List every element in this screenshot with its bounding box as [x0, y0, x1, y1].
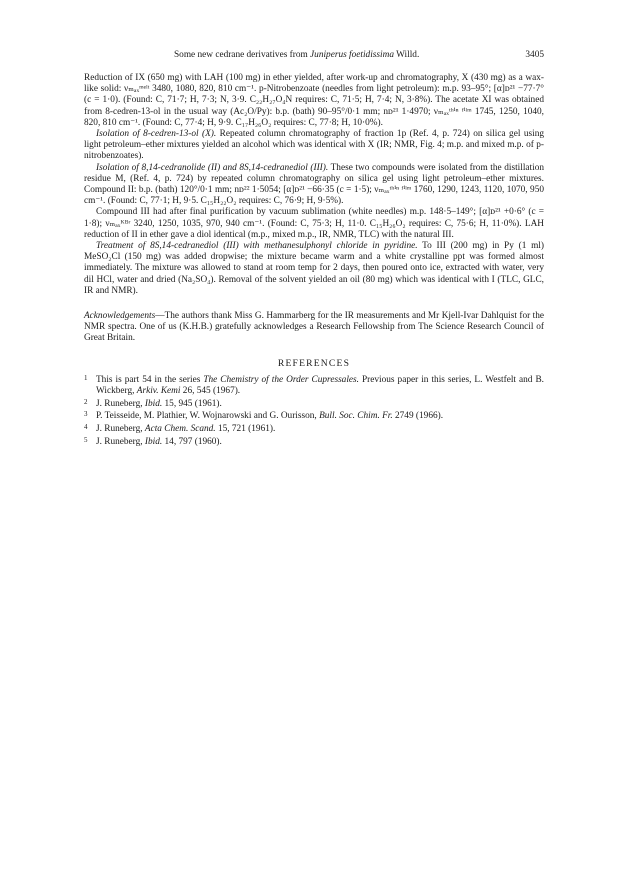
reference-italic: Ibid.: [144, 398, 163, 409]
paragraph-text: Repeated column chromatography of fraction 1p (Ref. 4, p. 724) on silica gel using light petroleum–ether mixtures yielded an alcohol which was identical with X (IR; NMR, Fig. 4; m.p. and mixed m.p. of p-nitrobenzoates).: [84, 129, 545, 162]
section-run-in-heading: Isolation of 8,14-cedranolide (II) and 8S,14-cedranediol (III).: [96, 162, 329, 173]
reference-item: [84, 424, 544, 435]
reference-text: J. Runeberg,: [96, 436, 145, 447]
reference-text: Previous paper in this series, L. Westfelt and B. Wickberg,: [96, 374, 544, 397]
references-heading: REFERENCES: [277, 357, 351, 369]
reference-item: [84, 411, 544, 422]
treatment-paragraph: [84, 241, 544, 297]
reference-item: [84, 375, 544, 397]
acknowledgements: [84, 311, 544, 345]
reference-italic: Arkiv. Kemi: [136, 386, 181, 397]
reference-text: 14, 797 (1960).: [162, 436, 222, 447]
reference-item: [84, 437, 544, 448]
reference-number: 1: [84, 373, 88, 382]
compound-iii-paragraph: Compound III had after final purification by vacuum sublimation (white needles) m.p. 148·5–149°; [α]ᴅ²¹ +0·6° (c = 1·8); νₘₐₓᴷᴮʳ 3240, 1250, 1035, 970, 940 cm⁻¹. (Found: C, 75·3; H, 11·0. C₁₅H₂₆O₂ requires: C, 75·6; H, 11·0%). LAH reduction of II in ether gave a diol identical (m.p., mixed m.p., IR, NMR, TLC) with the natural III.: [84, 207, 544, 240]
reference-italic: Ibid.: [144, 436, 163, 447]
isolation-cedrenol-paragraph: [84, 129, 544, 163]
reference-italic: Bull. Soc. Chim. Fr.: [319, 411, 393, 422]
reference-number: 4: [84, 423, 88, 432]
reference-item: [84, 399, 544, 410]
section-run-in-heading: Isolation of 8-cedren-13-ol (X).: [96, 129, 217, 140]
acknowledgements-text: —The authors thank Miss G. Hammarberg for the IR measurements and Mr Kjell-Ivar Dahlquist for the NMR spectra. One of us (K.H.B.) gratefully acknowledges a Research Fellowship from The Science Research Council of Great Britain.: [84, 311, 544, 344]
reference-text: 15, 721 (1961).: [215, 424, 276, 435]
references-list: [84, 375, 544, 448]
reference-text: This is part 54 in the series: [96, 374, 204, 385]
reference-number: 2: [84, 397, 88, 406]
page-number: 3405: [525, 50, 544, 60]
reference-text: 2749 (1966).: [392, 411, 444, 422]
paragraph-text: To III (200 mg) in Py (1 ml) MeSO₂Cl (150 mg) was added dropwise; the mixture became warm and a white crystalline ppt was formed almost immediately. The mixture was allowed to stand at room temp for 2 days, then poured onto ice, extracted with water, very dil HCl, water and dried (Na₂SO₄). Removal of the solvent yielded an oil (80 mg) which was identical with I (TLC, GLC, IR and NMR).: [84, 241, 544, 296]
paragraph-text: These two compounds were isolated from the distillation residue M, (Ref. 4, p. 724) by repeated column chromatography on silica gel using light petroleum–ether mixtures. Compound II: b.p. (bath) 120°/0·1 mm; nᴅ²² 1·5054; [α]ᴅ²¹ −66·35 (c = 1·5); νₘₐₓᵗʰⁱⁿ ᶠⁱˡᵐ 1760, 1290, 1243, 1120, 1070, 950 cm⁻¹. (Found: C, 77·1; H, 9·5. C₁₅H₂₂O₂ requires: C, 76·9; H, 9·5%).: [84, 162, 544, 207]
acknowledgements-heading: Acknowledgements: [84, 311, 156, 322]
reference-text: J. Runeberg,: [96, 398, 145, 409]
isolation-cedranolide-paragraph: [84, 163, 544, 208]
reference-text: P. Teisseide, M. Plathier, W. Wojnarowski and G. Ourisson,: [96, 411, 320, 422]
reference-text: 26, 545 (1967).: [180, 386, 241, 397]
running-title-author: Willd.: [393, 50, 420, 60]
reference-text: J. Runeberg,: [96, 424, 145, 435]
article-body: [84, 73, 544, 450]
reference-text: 15, 945 (1961).: [162, 398, 222, 409]
running-title-species: Juniperus foetidissima: [310, 50, 394, 60]
reduction-paragraph: Reduction of IX (650 mg) with LAH (100 mg) in ether yielded, after work-up and chromatography, X (430 mg) as a wax-like solid: νₘₐₓᵐᵉˡᵗ 3480, 1080, 820, 810 cm⁻¹. p-Nitrobenzoate (needles from light petroleum): m.p. 93–95°; [α]ᴅ²¹ −77·7° (c = 1·0). (Found: C, 71·7; H, 7·3; N, 3·9. C₂₂H₂₇O₄N requires: C, 71·5; H, 7·4; N, 3·8%). The acetate XI was obtained from 8-cedren-13-ol in the usual way (Ac₂O/Py): b.p. (bath) 90–95°/0·1 mm; nᴅ²¹ 1·4970; νₘₐₓᵗʰⁱⁿ ᶠⁱˡᵐ 1745, 1250, 1040, 820, 810 cm⁻¹. (Found: C, 77·4; H, 9·9. C₁₇H₂₆O₂ requires: C, 77·8; H, 10·0%).: [84, 73, 544, 128]
running-title-text: Some new cedrane derivatives from: [174, 50, 311, 60]
reference-number: 3: [84, 410, 88, 419]
reference-italic: Acta Chem. Scand.: [144, 424, 216, 435]
section-run-in-heading: Treatment of 8S,14-cedranediol (III) with methanesulphonyl chloride in pyridine.: [96, 241, 418, 252]
reference-number: 5: [84, 435, 88, 444]
reference-italic: The Chemistry of the Order Cupressales.: [203, 374, 359, 385]
running-title: [174, 49, 419, 61]
